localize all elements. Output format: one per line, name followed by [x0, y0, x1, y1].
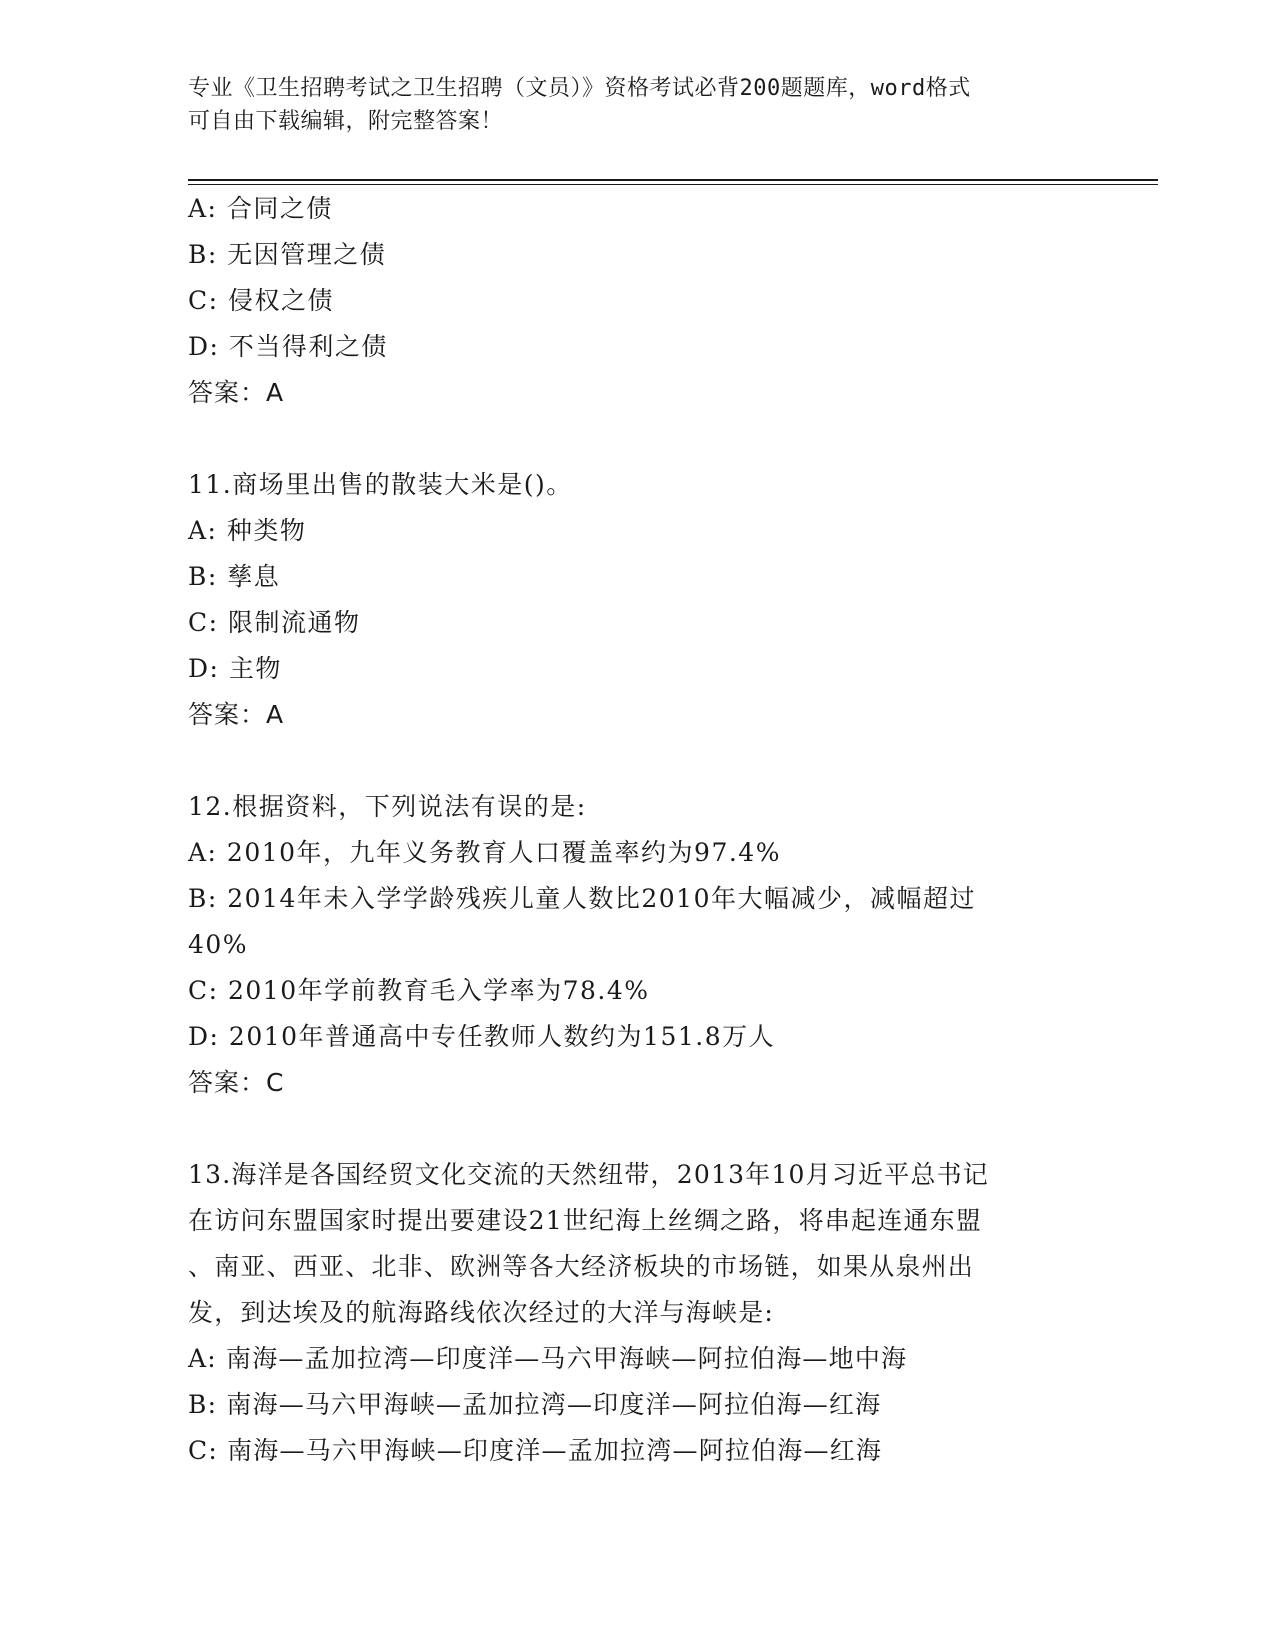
question-stem: 11.商场里出售的散装大米是()。	[188, 470, 573, 499]
header-rule-thin	[188, 184, 1158, 185]
option-a: A: 种类物	[188, 516, 307, 545]
option-d: D: 主物	[188, 654, 282, 683]
option-c: C: 限制流通物	[188, 608, 361, 637]
question-stem-line-1: 13.海洋是各国经贸文化交流的天然纽带，2013年10月习近平总书记	[188, 1160, 989, 1189]
question-10	[188, 186, 1088, 416]
question-12	[188, 784, 1088, 1106]
question-13	[188, 1152, 1088, 1474]
option-a: A: 合同之债	[188, 194, 333, 223]
question-stem-line-2: 在访问东盟国家时提出要建设21世纪海上丝绸之路，将串起连通东盟	[188, 1206, 983, 1235]
document-header	[188, 72, 1088, 138]
option-c: C: 2010年学前教育毛入学率为78.4%	[188, 976, 650, 1005]
option-b-continued: 40%	[188, 930, 249, 959]
answer: 答案：A	[188, 700, 285, 729]
option-b: B: 南海—马六甲海峡—孟加拉湾—印度洋—阿拉伯海—红海	[188, 1390, 882, 1419]
answer: 答案：C	[188, 1068, 285, 1097]
option-b: B: 无因管理之债	[188, 240, 387, 269]
question-stem-line-4: 发，到达埃及的航海路线依次经过的大洋与海峡是:	[188, 1298, 775, 1327]
option-d: D: 2010年普通高中专任教师人数约为151.8万人	[188, 1022, 776, 1051]
spacer	[188, 738, 1088, 784]
spacer	[188, 1106, 1088, 1152]
option-d: D: 不当得利之债	[188, 332, 388, 361]
option-b: B: 孳息	[188, 562, 281, 591]
option-c: C: 南海—马六甲海峡—印度洋—孟加拉湾—阿拉伯海—红海	[188, 1436, 883, 1465]
document-body	[188, 186, 1088, 1474]
option-c: C: 侵权之债	[188, 286, 334, 315]
header-line-2: 可自由下载编辑，附完整答案！	[188, 109, 504, 134]
option-a: A: 南海—孟加拉湾—印度洋—马六甲海峡—阿拉伯海—地中海	[188, 1344, 908, 1373]
option-b: B: 2014年未入学学龄残疾儿童人数比2010年大幅减少，减幅超过	[188, 884, 976, 913]
answer: 答案：A	[188, 378, 285, 407]
question-stem-line-3: 、南亚、西亚、北非、欧洲等各大经济板块的市场链，如果从泉州出	[188, 1252, 975, 1281]
question-11	[188, 462, 1088, 738]
header-line-1: 专业《卫生招聘考试之卫生招聘（文员）》资格考试必背200题题库，word格式	[188, 76, 971, 101]
header-rule-thick	[188, 179, 1158, 181]
option-a: A: 2010年，九年义务教育人口覆盖率约为97.4%	[188, 838, 781, 867]
spacer	[188, 416, 1088, 462]
question-stem: 12.根据资料，下列说法有误的是:	[188, 792, 587, 821]
